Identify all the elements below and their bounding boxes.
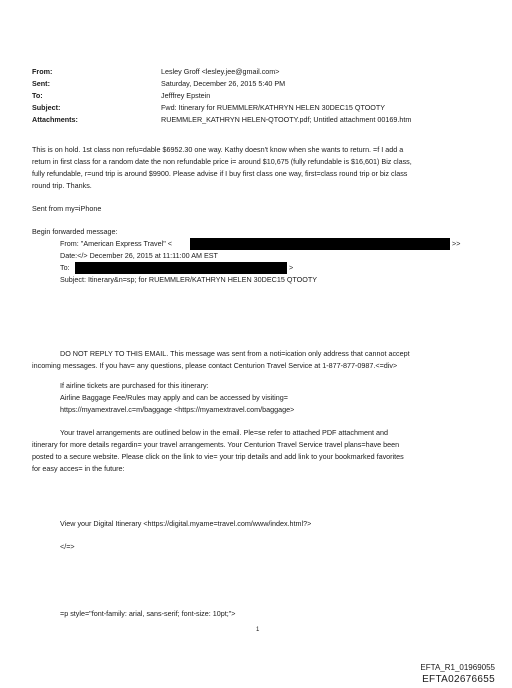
to-value: Jefffrey Epstein	[161, 91, 211, 100]
fwd-subject-line: Subject: Itinerary&n=sp; for RUEMMLER/KATHRYN HELEN 30DEC15 QTOOTY	[60, 275, 318, 284]
baggage-line: If airline tickets are purchased for this itinerary:	[60, 381, 209, 390]
page-number: 1	[256, 627, 260, 633]
baggage-link[interactable]: https://myamextravel.c=m/baggage <https://myamextravel.com/baggage>	[60, 405, 295, 414]
bates-number-large: EFTA02676655	[422, 674, 495, 685]
subject-value: Fwd: Itinerary for RUEMMLER/KATHRYN HELEN 30DEC15 QTOOTY	[161, 103, 386, 112]
do-not-reply-line: DO NOT REPLY TO THIS EMAIL. This message was sent from a noti=ication only address that cannot accept	[60, 349, 410, 358]
redaction-box	[75, 262, 287, 274]
attachments-label: Attachments:	[32, 115, 78, 124]
sent-from-line: Sent from my=iPhone	[32, 204, 102, 213]
body-paragraph-line: return in first class for a random date the non refundable price i= around $10,675 (fully refundable is $16,601) Biz class,	[32, 157, 412, 166]
arrangements-line: posted to a secure website. Please click on the link to vie= your trip details and add link to your bookmarked favorites	[32, 452, 404, 461]
baggage-line: Airline Baggage Fee/Rules may apply and can be accessed by visiting=	[60, 393, 288, 402]
body-paragraph-line: This is on hold. 1st class non refu=dable $6952.30 one way. Kathy doesn't know when she wants to return. =f I add a	[32, 145, 404, 154]
fwd-to-line: To:	[60, 263, 70, 272]
arrangements-line: itinerary for more details regardin= your travel arrangements. Your Centurion Travel Service travel plans=have been	[32, 440, 400, 449]
body-paragraph-line: fully refundable, r=und trip is around $9900. Please advise if I buy first class one way, first=class round trip or biz class	[32, 169, 408, 178]
fwd-from-line: From: "American Express Travel" <	[60, 239, 172, 248]
style-markup-line: =p style="font-family: arial, sans-serif; font-size: 10pt;">	[60, 609, 236, 618]
fwd-from-end: >>	[452, 239, 461, 248]
fwd-date-line: Date:</> December 26, 2015 at 11:11:00 AM EST	[60, 251, 218, 260]
from-label: From:	[32, 67, 53, 76]
subject-label: Subject:	[32, 103, 61, 112]
fwd-to-end: >	[289, 263, 294, 272]
from-value: Lesley Groff <lesley.jee@gmail.com>	[161, 67, 280, 76]
sent-label: Sent:	[32, 79, 50, 88]
do-not-reply-line: incoming messages. If you hav= any questions, please contact Centurion Travel Service at 1-877-877-0987.<=div>	[32, 361, 398, 370]
attachments-value: RUEMMLER_KATHRYN HELEN-QTOOTY.pdf; Untitled attachment 00169.htm	[161, 115, 412, 124]
arrangements-line: Your travel arrangements are outlined below in the email. Ple=se refer to attached PDF attachment and	[60, 428, 388, 437]
arrangements-line: for easy acces= in the future:	[32, 464, 125, 473]
sent-value: Saturday, December 26, 2015 5:40 PM	[161, 79, 286, 88]
to-label: To:	[32, 91, 43, 100]
closing-tag-line: </=>	[60, 542, 75, 551]
bates-number-small: EFTA_R1_01969055	[420, 663, 495, 672]
redaction-box	[190, 238, 450, 250]
digital-itinerary-link[interactable]: View your Digital Itinerary <https://digital.myame=travel.com/www/index.html?>	[60, 519, 312, 528]
body-paragraph-line: round trip. Thanks.	[32, 181, 92, 190]
begin-forwarded-line: Begin forwarded message:	[32, 227, 118, 236]
